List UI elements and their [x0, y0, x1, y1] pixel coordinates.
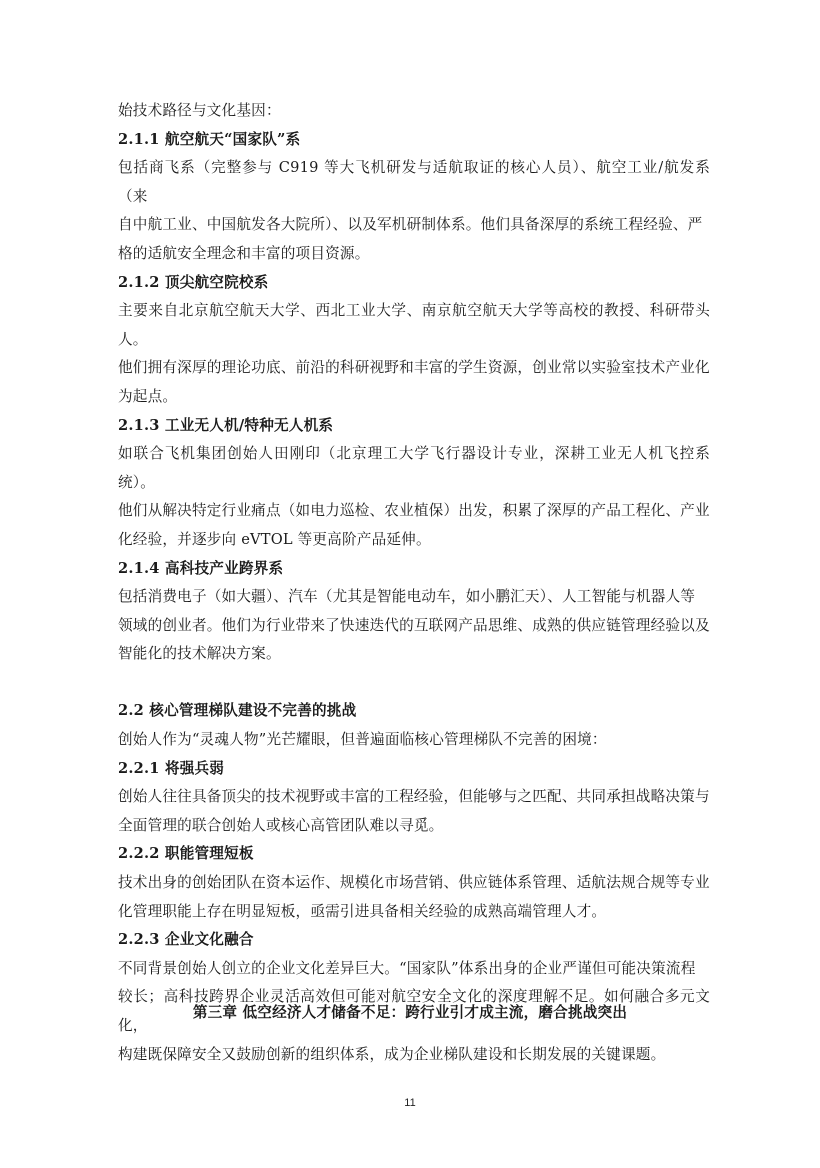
paragraph-line: 较长；高科技跨界企业灵活高效但可能对航空安全文化的深度理解不足。如何融合多元文化，	[118, 988, 710, 1034]
subsection-heading-2-1-4: 2.1.4 高科技产业跨界系	[118, 559, 284, 577]
subsection-heading-2-1-1: 2.1.1 航空航天“国家队”系	[118, 130, 301, 148]
paragraph-line: 包括消费电子（如大疆）、汽车（尤其是智能电动车，如小鹏汇天）、人工智能与机器人等	[118, 588, 696, 606]
paragraph-line: 主要来自北京航空航天大学、西北工业大学、南京航空航天大学等高校的教授、科研带头人。	[118, 302, 710, 348]
paragraph-line: 如联合飞机集团创始人田刚印（北京理工大学飞行器设计专业，深耕工业无人机飞控系统）。	[118, 445, 710, 491]
paragraph-line: 化管理职能上存在明显短板，亟需引进具备相关经验的成熟高端管理人才。	[118, 902, 607, 920]
paragraph-line: 始技术路径与文化基因：	[118, 102, 281, 119]
paragraph-line: 全面管理的联合创始人或核心高管团队难以寻觅。	[118, 816, 444, 834]
blank-line	[118, 669, 710, 698]
paragraph-line: 他们从解决特定行业痛点（如电力巡检、农业植保）出发，积累了深厚的产品工程化、产业	[118, 502, 710, 520]
paragraph-line: 格的适航安全理念和丰富的项目资源。	[118, 244, 370, 262]
section-heading-2-2: 2.2 核心管理梯队建设不完善的挑战	[118, 702, 357, 720]
paragraph-line: 智能化的技术解决方案。	[118, 645, 281, 663]
paragraph-line: 构建既保障安全又鼓励创新的组织体系，成为企业梯队建设和长期发展的关键课题。	[118, 1045, 666, 1063]
subsection-heading-2-1-3: 2.1.3 工业无人机/特种无人机系	[118, 416, 334, 434]
subsection-heading-2-2-2: 2.2.2 职能管理短板	[118, 845, 254, 863]
paragraph-line: 创始人往往具备顶尖的技术视野或丰富的工程经验，但能够与之匹配、共同承担战略决策与	[118, 788, 710, 806]
chapter-title: 第三章 低空经济人才储备不足：跨行业引才成主流，磨合挑战突出	[192, 1004, 628, 1021]
paragraph-line: 化经验，并逐步向 eVTOL 等更高阶产品延伸。	[118, 530, 431, 548]
paragraph-line: 为起点。	[118, 387, 178, 405]
paragraph-line: 包括商飞系（完整参与 C919 等大飞机研发与适航取证的核心人员）、航空工业/航发系（来	[118, 159, 710, 205]
paragraph-line: 他们拥有深厚的理论功底、前沿的科研视野和丰富的学生资源，创业常以实验室技术产业化	[118, 359, 710, 377]
paragraph-line: 领域的创业者。他们为行业带来了快速迭代的互联网产品思维、成熟的供应链管理经验以及	[118, 616, 710, 634]
paragraph-line: 技术出身的创始团队在资本运作、规模化市场营销、供应链体系管理、适航法规合规等专业	[118, 874, 710, 892]
paragraph-line: 不同背景创始人创立的企业文化差异巨大。“国家队”体系出身的企业严谨但可能决策流程	[118, 959, 696, 977]
body-text	[118, 97, 710, 1069]
subsection-heading-2-2-3: 2.2.3 企业文化融合	[118, 931, 254, 949]
subsection-heading-2-2-1: 2.2.1 将强兵弱	[118, 759, 225, 777]
paragraph-line: 自中航工业、中国航发各大院所）、以及军机研制体系。他们具备深厚的系统工程经验、严	[118, 216, 703, 234]
paragraph-line: 创始人作为“灵魂人物”光芒耀眼，但普遍面临核心管理梯队不完善的困境：	[118, 731, 607, 749]
page-number: 11	[404, 1097, 416, 1109]
subsection-heading-2-1-2: 2.1.2 顶尖航空院校系	[118, 273, 269, 291]
